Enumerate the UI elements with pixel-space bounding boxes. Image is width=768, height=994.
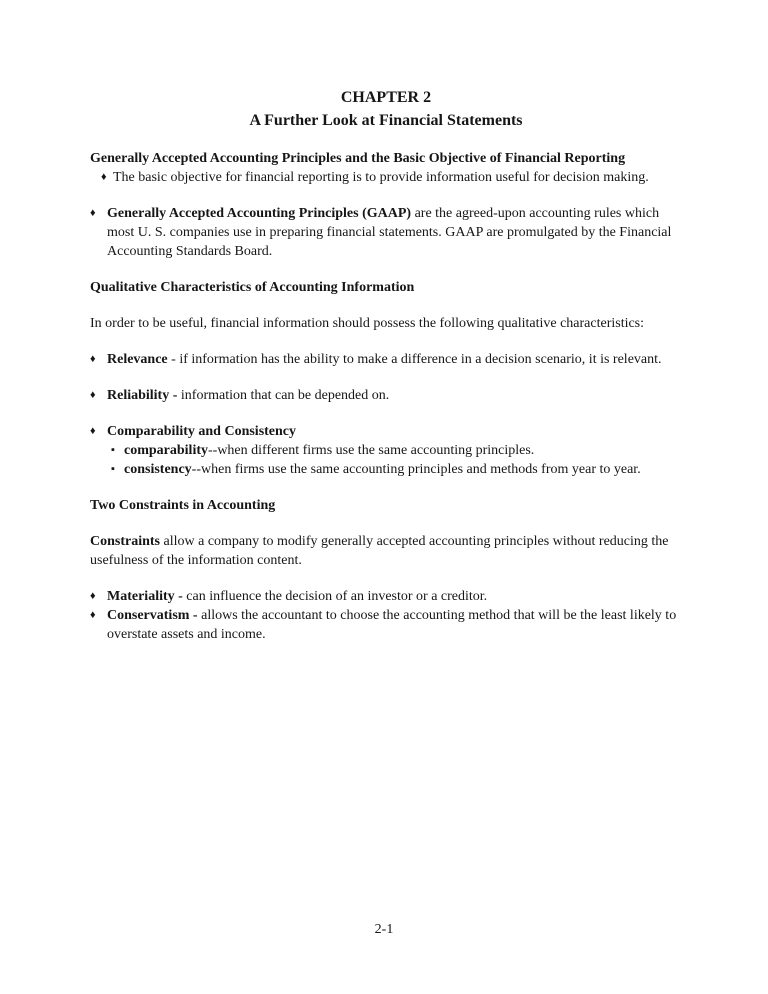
diamond-bullet-icon: ♦	[90, 389, 96, 401]
sub-bullet-comparability-lead-bold: comparability	[124, 443, 208, 458]
diamond-bullet-icon: ♦	[101, 171, 107, 183]
sub-bullet-consistency-lead-bold: consistency	[124, 462, 192, 477]
bullet-gaap-lead-bold: Generally Accepted Accounting Principles (GAAP)	[107, 206, 412, 221]
chapter-title-line2: A Further Look at Financial Statements	[249, 112, 523, 129]
constraints-intro-lead-bold: Constraints	[90, 534, 161, 549]
square-bullet-icon: ▪	[111, 463, 115, 475]
bullet-relevance	[90, 350, 682, 369]
bullet-comparability-consistency	[90, 422, 682, 441]
diamond-bullet-icon: ♦	[90, 590, 96, 602]
bullet-materiality	[90, 587, 682, 606]
bullet-gaap-definition-text	[107, 206, 671, 259]
bullet-materiality-rest: can influence the decision of an investor or a creditor.	[182, 589, 488, 604]
bullet-relevance-lead-bold: Relevance	[107, 352, 168, 367]
sub-bullet-comparability	[111, 441, 682, 460]
bullet-materiality-text	[107, 589, 487, 604]
bullet-conservatism	[90, 606, 682, 644]
constraints-intro-rest: allow a company to modify generally accepted accounting principles without reducing the usefulness of the information content.	[90, 534, 669, 568]
bullet-gaap-rest: are the agreed-upon accounting rules which most U. S. companies use in preparing financial statements. GAAP are promulgated by the Financial Accounting Standards Board.	[107, 206, 672, 259]
chapter-title-line1: CHAPTER 2	[340, 89, 432, 106]
diamond-bullet-icon: ♦	[90, 609, 96, 621]
page-number: 2-1	[374, 922, 394, 937]
bullet-basic-objective	[101, 168, 682, 187]
bullet-conservatism-text	[107, 608, 676, 642]
bullet-basic-objective-text: The basic objective for financial reporting is to provide information useful for decision making.	[113, 170, 649, 185]
sub-bullet-comparability-text	[124, 443, 534, 458]
bullet-relevance-rest: - if information has the ability to make a difference in a decision scenario, it is relevant.	[167, 352, 662, 367]
section-heading-constraints: Two Constraints in Accounting	[90, 498, 276, 513]
bullet-reliability-lead-bold: Reliability -	[107, 388, 178, 403]
section-heading-gaap: Generally Accepted Accounting Principles and the Basic Objective of Financial Reporting	[90, 151, 626, 166]
bullet-reliability-rest: information that can be depended on.	[177, 388, 390, 403]
bullet-conservatism-lead-bold: Conservatism -	[107, 608, 198, 623]
constraints-intro-paragraph	[90, 532, 682, 570]
diamond-bullet-icon: ♦	[90, 353, 96, 365]
bullet-materiality-lead-bold: Materiality -	[107, 589, 183, 604]
diamond-bullet-icon: ♦	[90, 207, 96, 219]
bullet-conservatism-rest: allows the accountant to choose the accounting method that will be the least likely to overstate assets and income.	[107, 608, 677, 642]
sub-bullet-consistency-text	[124, 462, 641, 477]
bullet-reliability	[90, 386, 682, 405]
sub-bullet-consistency	[111, 460, 682, 479]
bullet-reliability-text	[107, 388, 389, 403]
section-heading-qualitative: Qualitative Characteristics of Accounting Information	[90, 280, 415, 295]
diamond-bullet-icon: ♦	[90, 425, 96, 437]
bullet-relevance-text	[107, 352, 662, 367]
sub-bullet-consistency-rest: --when firms use the same accounting principles and methods from year to year.	[191, 462, 641, 477]
square-bullet-icon: ▪	[111, 444, 115, 456]
bullet-comparability-consistency-heading: Comparability and Consistency	[107, 424, 297, 439]
sub-bullet-comparability-rest: --when different firms use the same accounting principles.	[208, 443, 535, 458]
qualitative-intro-paragraph: In order to be useful, financial information should possess the following qualitative characteristics:	[90, 316, 645, 331]
bullet-gaap-definition	[90, 204, 682, 261]
chapter-title	[90, 86, 682, 132]
